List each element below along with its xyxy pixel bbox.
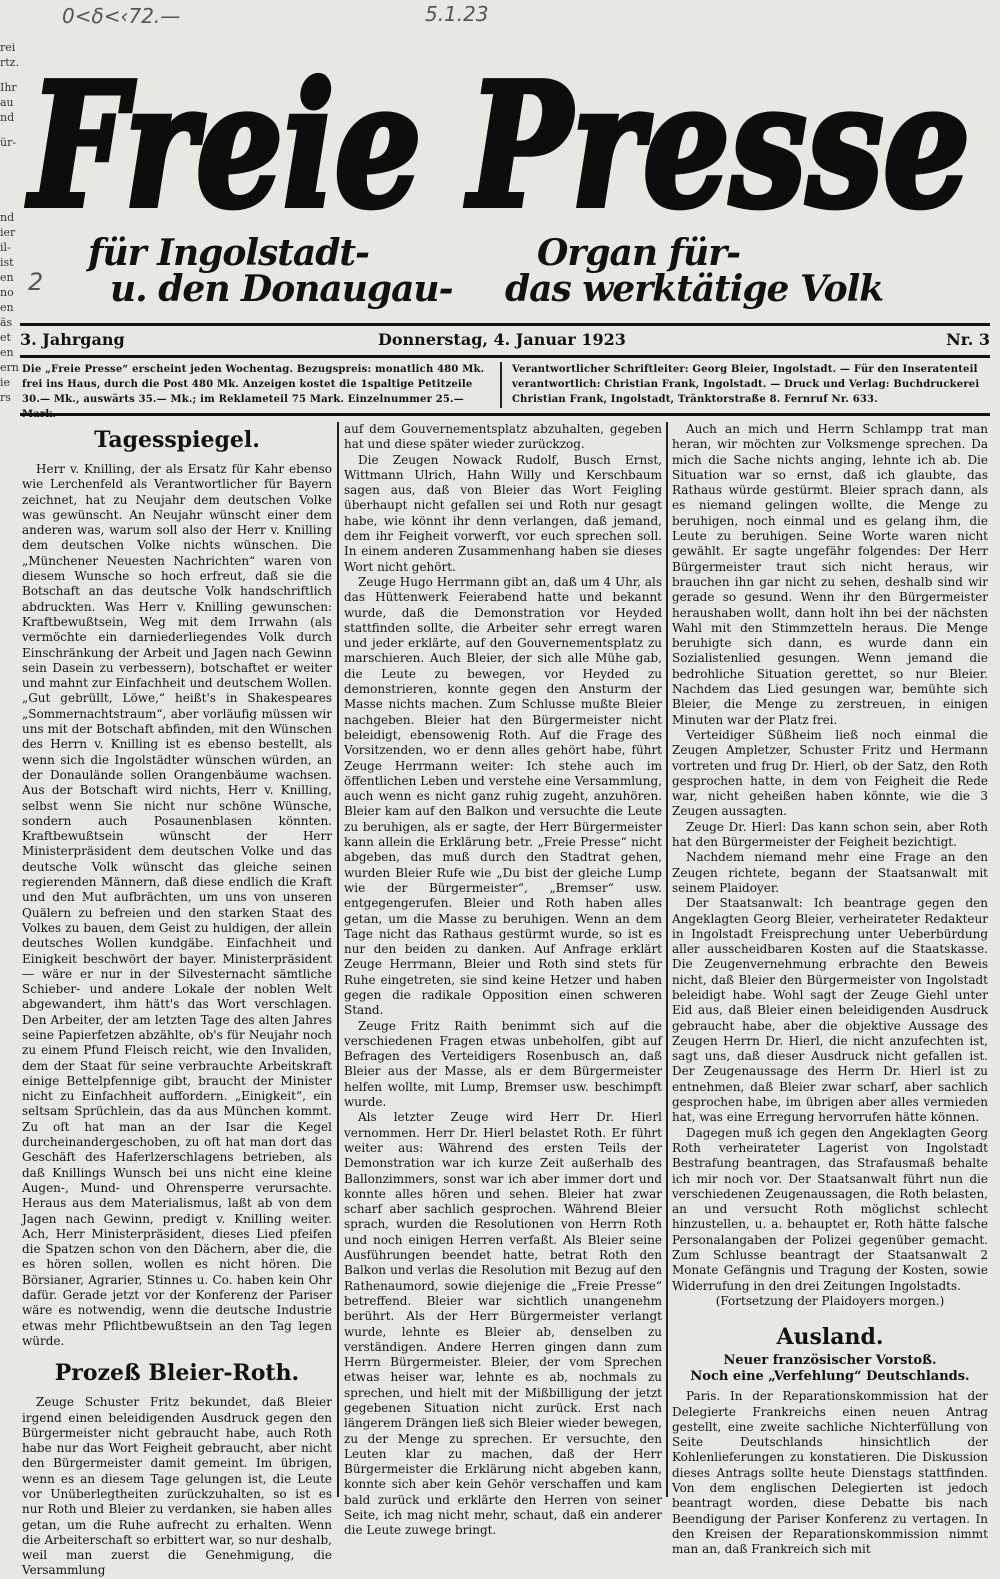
article-paragraph: Der Staatsanwalt: Ich beantrage gegen den Angeklagten Georg Bleier, verheirateter Redakteur in Ingolstadt Freisprechung unter Ueberbürdung aller ausscheidbaren Kosten auf die Staatskasse. Die Zeugenvernehmung erbrachte den Beweis nicht, daß Bleier den Bürgermeister von Ingolstadt beleidigt habe. Wohl sagt der Zeuge Giehl unter Eid aus, daß Bleier einen beleidigenden Ausdruck gebraucht habe, aber die objektive Aussage des Zeugen Herrn Dr. Hierl, die nicht anzufechten ist, sagt uns, daß dieser Ausdruck nicht gefallen ist. Der Zeugenaussage des Herrn Dr. Hierl ist zu entnehmen, daß Bleier zwar scharf, aber sachlich gesprochen habe, im übrigen aber alles vermieden hat, was eine Erregung hervorrufen hätte können. xyxy=(672,896,988,1125)
column-divider-2 xyxy=(666,422,668,1497)
edge-text: il- xyxy=(0,241,11,254)
subtitle-line: Organ für- xyxy=(537,232,741,274)
article-paragraph: Paris. In der Reparationskommission hat der Delegierte Frankreichs einen neuen Antrag gestellt, eine zweite sachliche Nichterfüllung von Seite Deutschlands hinsichtlich der Kohlenlieferungen zu konstatieren. Die Diskussion dieses Antrags sollte heute Dienstags stattfinden. Von dem englischen Delegierten ist jedoch beantragt worden, diese Debatte bis nach Beendigung der Pariser Konferenz zu vertagen. In den Kreisen der Reparationskommission nimmt man an, daß Frankreich sich mit xyxy=(672,1389,988,1557)
column-divider-1 xyxy=(337,422,339,1497)
masthead-subtitle-left xyxy=(88,232,453,310)
masthead-subtitle-right xyxy=(505,232,884,310)
handwritten-note-top-right: 5.1.23 xyxy=(425,2,489,26)
edge-text: rs xyxy=(0,391,11,404)
article-paragraph: Nachdem niemand mehr eine Frage an den Zeugen richtete, begann der Staatsanwalt mit seinem Plaidoyer. xyxy=(672,850,988,895)
column-2 xyxy=(344,422,662,1539)
edge-text: nd xyxy=(0,211,15,224)
edge-text: en xyxy=(0,301,14,314)
issue-number: Nr. 3 xyxy=(946,330,990,349)
article-paragraph: auf dem Gouvernementsplatz abzuhalten, gegeben hat und diese später wieder zurückzog. xyxy=(344,422,662,452)
article-paragraph: Zeuge Schuster Fritz bekundet, daß Bleier irgend einen beleidigenden Ausdruck gegen den Bürgermeister nicht gebraucht habe, auch Roth habe nur das Wort Feigheit gebraucht, aber nicht den Bürgermeister damit gemeint. Im übrigen, wenn es an diesem Tage gelungen ist, die Leute vor Unüberlegtheiten zurückzuhalten, so ist es nur Roth und Bleier zu verdanken, sie haben alles getan, um die Ruhe aufrecht zu erhalten. Wenn die Arbeiterschaft so erbittert war, so nur deshalb, weil man zuerst die Genehmigung, die Versammlung xyxy=(22,1395,332,1578)
edge-text: en xyxy=(0,346,14,359)
edge-text: ier xyxy=(0,226,16,239)
info-divider xyxy=(500,362,502,408)
edge-text: rei xyxy=(0,41,16,54)
edge-text: ern xyxy=(0,361,19,374)
article-paragraph: Verteidiger Süßheim ließ noch einmal die Zeugen Ampletzer, Schuster Fritz und Hermann vortreten und frug Dr. Hierl, ob der Satz, den Roth gesprochen hatte, in dem von Feigheit die Rede war, nicht geheißen haben könnte, wie die 3 Zeugen aussagten. xyxy=(672,727,988,819)
article-paragraph: Die Zeugen Nowack Rudolf, Busch Ernst, Wittmann Ulrich, Hahn Willy und Kerschbaum sagen aus, daß von Bleier das Wort Feigling überhaupt nicht gefallen sei und Roth nur gesagt habe, wie könnt ihr denn verlangen, daß jemand, dem ihr Feigheit vorwerft, vor euch sprechen soll. In einem anderen Zusammenhang haben sie dieses Wort nicht gehört. xyxy=(344,452,662,574)
continuation-note: (Fortsetzung der Plaidoyers morgen.) xyxy=(715,1293,945,1308)
edge-text: et xyxy=(0,331,11,344)
handwritten-note-top: 0<δ<‹72.— xyxy=(62,4,181,28)
issue-date: Donnerstag, 4. Januar 1923 xyxy=(378,330,626,349)
article-paragraph: Zeuge Fritz Raith benimmt sich auf die verschiedenen Fragen etwas unbeholfen, gibt auf Befragen des Verteidigers Rosenbusch an, daß Bleier aus der Masse, als er dem Bürgermeister helfen wollte, mit Lump, Bremser usw. beschimpft wurde. xyxy=(344,1018,662,1110)
dateline xyxy=(20,328,990,354)
subtitle-line: u. den Donaugau- xyxy=(110,268,453,310)
edge-text xyxy=(0,165,16,180)
edge-text xyxy=(0,150,16,165)
heading-tagesspiegel: Tagesspiegel. xyxy=(94,427,260,453)
dateline-rule xyxy=(20,355,990,358)
heading-prozess: Prozeß Bleier-Roth. xyxy=(54,1360,300,1387)
info-rule xyxy=(20,413,990,416)
masthead-title-svg xyxy=(20,46,980,246)
edge-text: ür- xyxy=(0,136,17,149)
edge-text: Ihr xyxy=(0,81,17,94)
edge-text: ist xyxy=(0,256,14,269)
edge-text: äs xyxy=(0,316,13,329)
previous-page-edge-text xyxy=(0,40,19,405)
handwritten-margin-number: 2 xyxy=(28,268,44,296)
article-paragraph: Zeuge Hugo Herrmann gibt an, daß um 4 Uhr, als das Hüttenwerk Feierabend hatte und bekannt wurde, daß die Demonstration vor Heyded stattfinden sollte, die Arbeiter sehr erregt waren und jeder erklärte, auf den Gouvernementsplatz zu marschieren. Auch Bleier, der sich alle Mühe gab, die Leute zu bewegen, vor Heyded zu demonstrieren, konnte gegen den Ansturm der Masse nichts machen. Zum Schlusse mußte Bleier nachgeben. Bleier hat den Bürgermeister nicht beleidigt, ebensowenig Roth. Auf die Frage des Vorsitzenden, wo er denn alles gehört habe, führt Zeuge Herrmann weiter: Ich stehe auch im öffentlichen Leben und verstehe eine Versammlung, auch wenn es nicht ganz ruhig zugeht, anzuhören. Bleier kam auf den Balkon und versuchte die Leute zu beruhigen, als er sagte, der Herr Bürgermeister kann allein die Erklärung betr. „Freie Presse“ nicht abgeben, das muß durch den Stadtrat gehen, wurden Bleier Rufe wie „Du bist der gleiche Lump wie der Bürgermeister“, „Bremser“ usw. entgegengerufen. Bleier und Roth haben alles getan, um die Masse zu beruhigen. Wenn an dem Tage nicht das Rathaus gestürmt wurde, so ist es nur den beiden zu danken. Auf Anfrage erklärt Zeuge Herrmann, Bleier und Roth sind stets für Ruhe eingetreten, sie sind keine Hetzer und haben gegen die radikale Opposition einen schweren Stand. xyxy=(344,574,662,1018)
edge-text: en xyxy=(0,271,14,284)
publisher-info: Verantwortlicher Schriftleiter: Georg Bleier, Ingolstadt. — Für den Inseratenteil verantwortlich: Christian Frank, Ingolstadt. — Druck und Verlag: Buchdruckerei Christian Frank, Ingolstadt, Tränktorstraße 8. Fernruf Nr. 633. xyxy=(512,364,980,405)
edge-text: nd xyxy=(0,111,15,124)
masthead xyxy=(20,46,980,246)
article-paragraph: Als letzter Zeuge wird Herr Dr. Hierl vernommen. Herr Dr. Hierl belastet Roth. Er führt weiter aus: Während des ersten Teils der Demonstration war ich kurze Zeit außerhalb des Ballonzimmers, sonst war ich aber immer dort und konnte alles hören und sehen. Bleier hat zwar scharf aber sachlich gesprochen. Während Bleier sprach, wurden die Resolutionen von Herrn Roth und noch einigen Herren verfaßt. Als Bleier seine Ausführungen beendet hatte, betrat Roth den Balkon und verlas die Resolution mit Bezug auf den Rathenaumord, sowie diejenige die „Freie Presse“ betreffend. Bleier war sichtlich unangenehm berührt. Als der Herr Bürgermeister verlangt wurde, lehnte es Bleier ab, denselben zu verständigen. Andere Herren gingen dann zum Herrn Bürgermeister. Bleier, der vom Sprechen etwas heiser war, lehnte es ab, nochmals zu sprechen, und hielt mit der Mißbilligung der jetzt gegebenen Situation nicht zurück. Erst nach längerem Drängen ließ sich Bleier wieder bewegen, zu der Menge zu sprechen. Er versuchte, den Leuten klar zu machen, daß der Herr Bürgermeister die Erklärung nicht abgeben kann, konnte sich aber kein Gehör verschaffen und kam bald zurück und erklärte den Herren von seiner Seite, ich mag nicht mehr, schaut, daß ein anderer die Leute zuwege bringt. xyxy=(344,1110,662,1538)
article-paragraph: Dagegen muß ich gegen den Angeklagten Georg Roth verheirateter Lagerist von Ingolstadt Bestrafung beantragen, das Strafausmaß behalte ich mir noch vor. Der Staatsanwalt führt nun die verschiedenen Zeugenaussagen, die Roth belasten, an und versucht Roth möglichst schlecht hinzustellen, u. a. behauptet er, Roth hätte falsche Personalangaben der Polizei gegenüber gemacht. Zum Schlusse beantragt der Staatsanwalt 2 Monate Gefängnis und Tragung der Kosten, sowie Widerrufung in den drei Zeitungen Ingolstadts. xyxy=(672,1125,988,1293)
subheading-vorstoss: Neuer französischer Vorstoß. xyxy=(723,1353,937,1369)
subtitle-line: für Ingolstadt- xyxy=(88,232,369,274)
edge-text: au xyxy=(0,96,14,109)
masthead-title: Freie Presse xyxy=(26,46,971,246)
article-paragraph: Herr v. Knilling, der als Ersatz für Kahr ebenso wie Lerchenfeld als Verantwortlicher für Bayern zeichnet, hat zu Neujahr dem deutschen Volke was gewünscht. An Neujahr wünscht einer dem anderen was, warum soll also der Herr v. Knilling dem deutschen Volke nichts wünschen. Die „Münchener Neuesten Nachrichten“ waren von diesem Wunsche so hoch erfreut, daß sie die Botschaft an das deutsche Volk handschriftlich abdruckten. Was Herr v. Knilling gewunschen: Kraftbewußtsein, Weg mit dem Irrwahn (als vermöchte ein darniederliegendes Volk durch Einschränkung der Arbeit und Jagen nach Gewinn sein Dasein zu verbessern), botschaftet er weiter und mahnt zur Einfachheit und deutschem Wollen. „Gut gebrüllt, Löwe,“ heißt's in Shakespeares „Sommernachtstraum“, aber vorläufig müssen wir uns mit der Botschaft abfinden, mit den Wünschen des Herrn v. Knilling ist es ebenso bestellt, als wenn sich die Ingolstädter wünschen würden, an der Donaulände sollen Orangenbäume wachsen. Aus der Botschaft wird nichts, Herr v. Knilling, selbst wenn Sie nicht nur schöne Wünsche, sondern auch Posaunenblasen könnten. Kraftbewußtsein wünscht der Herr Ministerpräsident dem deutschen Volke und das deutsche Volk wünscht das gleiche seinen regierenden Männern, daß diese endlich die Kraft und den Mut aufbrächten, um uns von unseren Quälern zu befreien und den starken Staat des Volkes zu bauen, dem Geist zu huldigen, der allein deutsches Wollen kundgäbe. Einfachheit und Einigkeit beschwört der bayer. Ministerpräsident — wäre er nur in der Silvesternacht sämtliche Schieber- und andere Lokale der noblen Welt abgewandert, ihm hätt's das Wort verschlagen. Den Arbeiter, der am letzten Tage des alten Jahres seine Papierfetzen abzählte, ob's für Neujahr noch zu einem Pfund Fleisch reicht, wie den Invaliden, dem der Staat für seine verbrauchte Arbeitskraft einige Bettelpfennige gibt, braucht der Minister nicht zu Einfachheit auffordern. „Einigkeit“, ein seltsam Sprüchlein, das da aus München kommt. Zu oft hat man an der Isar die Kegel durcheinandergeschoben, zu oft hat man dort das Geschäft des Haferlzerschlagens betrieben, als daß Knillings Wunsch bei uns nicht eine kleine Augen-, Mund- und Ohrensperre verursachte. Heraus aus dem Materialismus, laßt ab von dem Jagen nach Gewinn, predigt v. Knilling weiter. Ach, Herr Ministerpräsident, dieses Lied pfeifen die Spatzen schon von den Dächern, aber die, die es hören sollen, wollen es nicht hören. Die Börsianer, Agrarier, Stinnes u. Co. haben kein Ohr dafür. Gerade jetzt vor der Konferenz der Pariser wäre es notwendig, wenn die deutsche Industrie etwas mehr Pflichtbewußtsein an den Tag legen würde. xyxy=(22,462,332,1348)
article-paragraph: Zeuge Dr. Hierl: Das kann schon sein, aber Roth hat den Bürgermeister der Feigheit bezichtigt. xyxy=(672,819,988,850)
subscription-info: Die „Freie Presse“ erscheint jeden Wochentag. Bezugspreis: monatlich 480 Mk. frei ins Haus, durch die Post 480 Mk. Anzeigen kostet die 1spaltige Petitzeile 30.— Mk., auswärts 35.— Mk.; im Reklameteil 75 Mark. Einzelnummer 25.— xyxy=(22,364,485,405)
article-paragraph: Auch an mich und Herrn Schlampp trat man heran, wir möchten zur Volksmenge sprechen. Da mich die Sache nichts anging, lehnte ich ab. Die Situation war so ernst, daß ich glaubte, das Rathaus würde gestürmt. Bleier sprach dann, als es niemand gelingen wollte, die Menge zu beruhigen, noch einmal und es gelang ihm, die Leute zu beruhigen. Seine Worte waren nicht gewählt. Er sagte ungefähr folgendes: Der Herr Bürgermeister traut sich nicht heraus, wir brauchen ihn gar nicht zu sehen, deshalb sind wir gerade so gesund. Wenn ihr den Bürgermeister heraushaben wollt, dann holt ihn bei der nächsten Wahl mit den Stimmzetteln heraus. Die Menge beruhigte sich dann, es wurde dann ein Sozialistenlied gesungen. Wenn jemand die bedrohliche Situation gerettet, so nur Bleier. Nachdem das Lied gesungen war, bemühte sich Bleier, die Menge zu zerstreuen, in einigen Minuten war der Platz frei. xyxy=(672,422,988,727)
volume-label: 3. Jahrgang xyxy=(20,330,125,349)
edge-text: ie xyxy=(0,376,11,389)
top-rule xyxy=(20,323,990,326)
heading-ausland: Ausland. xyxy=(776,1324,884,1351)
edge-text: no xyxy=(0,286,14,299)
subheading-verfehlung: Noch eine „Verfehlung“ Deutschlands. xyxy=(690,1369,970,1385)
column-3 xyxy=(672,422,988,1557)
subtitle-line: das werktätige Volk xyxy=(505,268,884,310)
edge-text: rtz. xyxy=(0,56,19,69)
column-1 xyxy=(22,422,332,1579)
